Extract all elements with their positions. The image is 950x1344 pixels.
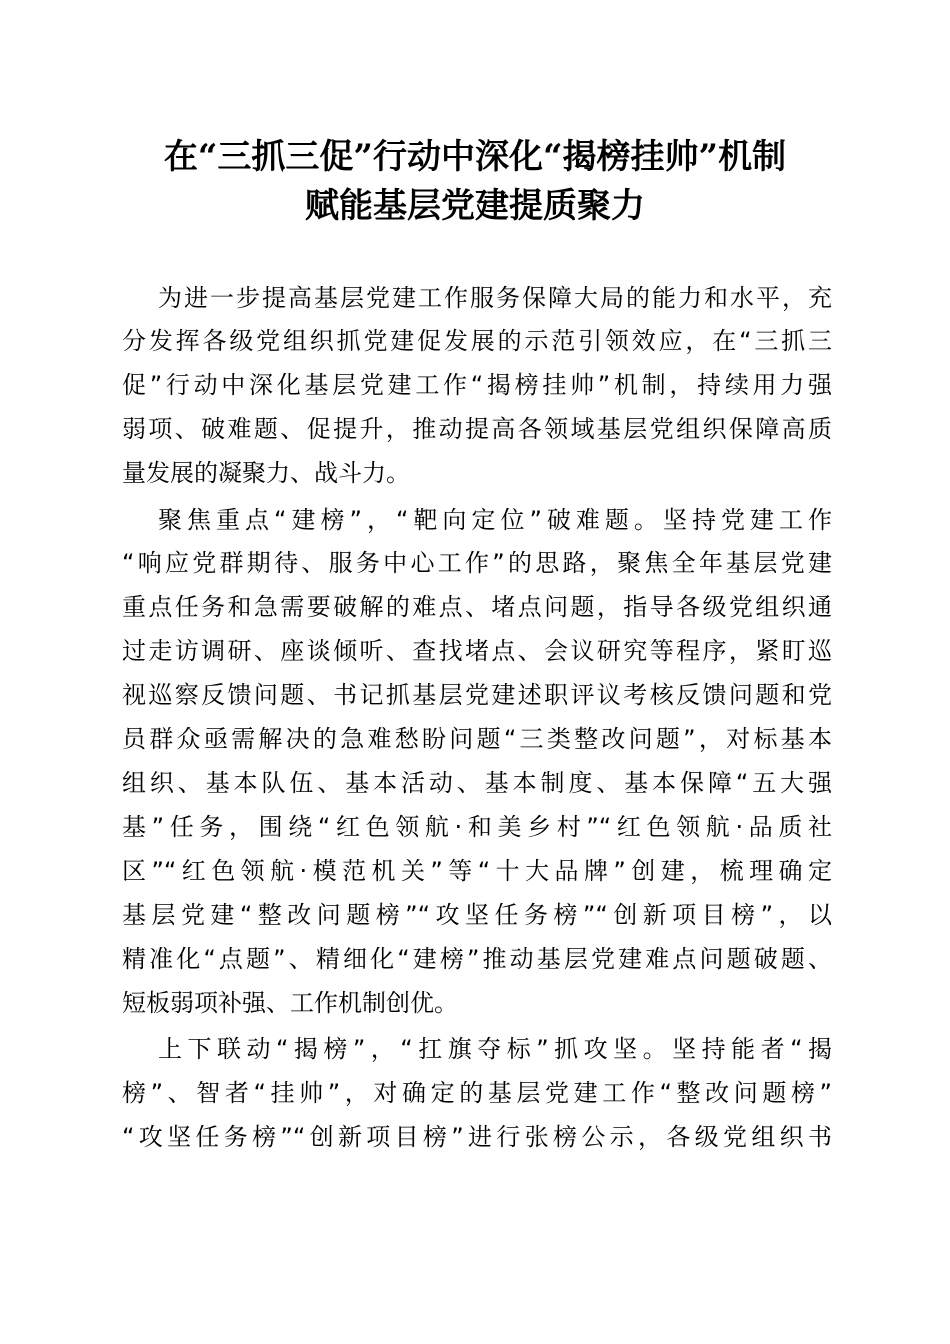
document-title-line-1: 在“三抓三促”行动中深化“揭榜挂帅”机制 <box>163 137 787 177</box>
paragraph-line: 分发挥各级党组织抓党建促发展的示范引领效应，在“三抓三 <box>122 327 832 355</box>
paragraph-line: 短板弱项补强、工作机制创优。 <box>122 989 458 1017</box>
paragraph-line: 视巡察反馈问题、书记抓基层党建述职评议考核反馈问题和党 <box>122 681 832 709</box>
paragraph-line: 弱项、破难题、促提升，推动提高各领域基层党组织保障高质 <box>122 415 832 443</box>
paragraph-line: “攻坚任务榜”“创新项目榜”进行张榜公示，各级党组织书 <box>122 1123 832 1151</box>
paragraph-line: 员群众亟需解决的急难愁盼问题“三类整改问题”，对标基本 <box>122 725 832 753</box>
paragraph-line: 基层党建“整改问题榜”“攻坚任务榜”“创新项目榜”，以 <box>122 901 832 929</box>
paragraph-line: 榜”、智者“挂帅”，对确定的基层党建工作“整改问题榜” <box>122 1079 832 1107</box>
document-title-line-2: 赋能基层党建提质聚力 <box>305 186 645 226</box>
paragraph-line: 基”任务，围绕“红色领航·和美乡村”“红色领航·品质社 <box>122 813 832 841</box>
paragraph-line: 组织、基本队伍、基本活动、基本制度、基本保障“五大强 <box>122 769 832 797</box>
paragraph-line: 上下联动“揭榜”，“扛旗夺标”抓攻坚。坚持能者“揭 <box>158 1035 832 1063</box>
paragraph-line: 聚焦重点“建榜”，“靶向定位”破难题。坚持党建工作 <box>158 506 832 534</box>
paragraph-line: 为进一步提高基层党建工作服务保障大局的能力和水平，充 <box>158 284 832 312</box>
paragraph-line: 量发展的凝聚力、战斗力。 <box>122 459 410 487</box>
paragraph-line: 促”行动中深化基层党建工作“揭榜挂帅”机制，持续用力强 <box>122 371 832 399</box>
paragraph-line: 区”“红色领航·模范机关”等“十大品牌”创建，梳理确定 <box>122 857 832 885</box>
paragraph-line: “响应党群期待、服务中心工作”的思路，聚焦全年基层党建 <box>122 549 832 577</box>
paragraph-line: 精准化“点题”、精细化“建榜”推动基层党建难点问题破题、 <box>122 945 832 973</box>
paragraph-line: 重点任务和急需要破解的难点、堵点问题，指导各级党组织通 <box>122 593 832 621</box>
paragraph-line: 过走访调研、座谈倾听、查找堵点、会议研究等程序，紧盯巡 <box>122 637 832 665</box>
